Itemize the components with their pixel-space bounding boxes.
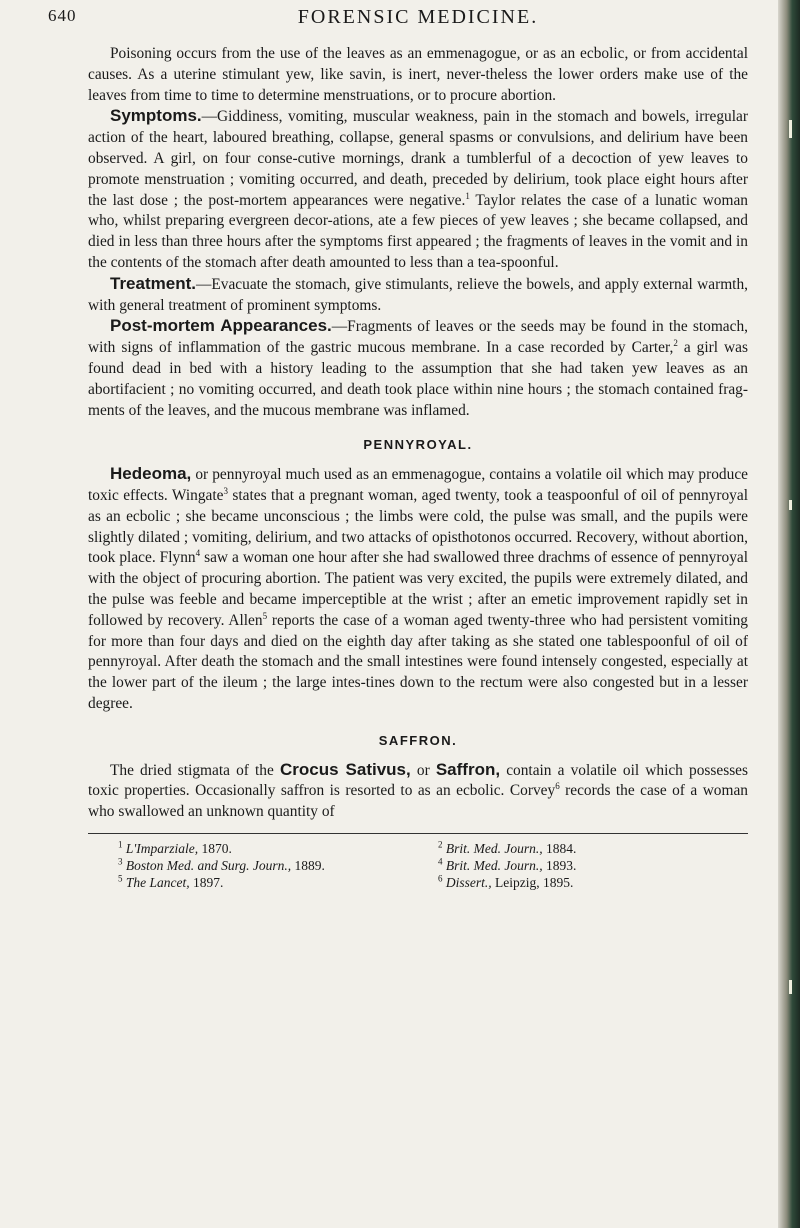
edge-highlight [789, 500, 792, 510]
treatment-heading: Treatment. [110, 273, 196, 293]
saffron-text-1: The dried stigmata of the [110, 761, 280, 779]
page-header [48, 6, 748, 32]
saffron-heading: Saffron, [435, 759, 501, 779]
footnote-year: Leipzig, 1895. [491, 874, 574, 890]
running-title: FORENSIC MEDICINE. [297, 6, 539, 28]
saffron-text-4: records the case of a woman who swallowed an unknown quantity of [88, 782, 748, 821]
footnote-number: 2 [438, 839, 443, 850]
edge-highlight [789, 980, 792, 994]
book-binding-edge [778, 0, 800, 1228]
saffron-text-3: contain a volatile oil which possesses toxic properties. Occasionally saffron is resorted to as an ecbolic. Corvey [88, 761, 748, 800]
footnote-3 [118, 857, 428, 874]
footnote-4 [438, 857, 748, 874]
footnote-year: 1897. [189, 874, 224, 890]
postmortem-text-1: —Fragments of leaves or the seeds may be found in the stomach, with signs of inflammation of the gastric mucous membrane. In a case recorded by Carter, [88, 318, 749, 357]
treatment-text: —Evacuate the stomach, give stimulants, relieve the bowels, and apply external warmth, with general treatment of prominent symptoms. [88, 275, 748, 314]
footnote-ref-5: 5 [262, 610, 268, 621]
footnote-source: Brit. Med. Journ., [445, 840, 543, 856]
pennyroyal-text-3: saw a woman one hour after she had swallowed three drachms of essence of pennyroyal with the object of procuring abortion. The patient was very excited, the pupils were extremely dilated, and the pulse was feeble and became imperceptible at the wrist ; after an emetic improvement rapidly set in followed by recovery. Allen [88, 549, 749, 629]
symptoms-text-1: —Giddiness, vomiting, muscular weakness, pain in the stomach and bowels, irregular action of the heart, laboured breathing, collapse, general spasms or convulsions, and delirium have been observed. A girl, on four conse-cutive mornings, drank a tumblerful of a decoction of yew leaves to promote menstruation ; vomiting occurred, and death, preceded by delirium, took place eight hours after the last dose ; the post-mortem appearances were negative. [88, 108, 748, 209]
footnote-number: 3 [118, 856, 123, 867]
footnote-source: Dissert., [445, 874, 492, 890]
footnote-source: The Lancet, [125, 874, 190, 890]
footnote-year: 1889. [291, 857, 325, 873]
footnotes [88, 840, 748, 891]
footnote-year: 1893. [542, 857, 577, 873]
pennyroyal-text-1: or pennyroyal much used as an emmenagogue, contains a volatile oil which may produce toxic effects. Wingate [88, 466, 748, 504]
footnote-ref-4: 4 [195, 548, 201, 559]
pennyroyal-paragraph [88, 464, 748, 715]
footnote-ref-6: 6 [555, 781, 560, 792]
hedeoma-heading: Hedeoma, [110, 464, 192, 484]
postmortem-text-2: a girl was found dead in bed with a history leading to the assumption that she had taken yew leaves as an abortifacient ; no vomiting occurred, and death took place within nine hours ; the stomach contained frag-ments of the leaves, and the mucous membrane was inflamed. [88, 339, 748, 419]
symptoms-text-2: Taylor relates the case of a lunatic woman who, whilst preparing evergreen decor-ations, ate a few pieces of yew leaves ; she became collapsed, and died in less than three hours after the symptoms first appeared ; the fragments of leaves in the vomit and in the contents of the stomach after death amounted to less than a tea-spoonful. [88, 191, 748, 271]
saffron-section-title: SAFFRON. [378, 732, 458, 748]
pennyroyal-text-4: reports the case of a woman aged twenty-three who had persistent vomiting for more than four days and died on the eighth day after taking as she stated one tablespoonful of oil of pennyroyal. After death the stomach and the small intestines were found intensely congested, especially at the lower part of the ileum ; the large intes-tines down to the rectum were also congested but in a lesser degree. [88, 611, 748, 712]
edge-highlight [789, 120, 792, 138]
footnote-year: 1870. [198, 840, 232, 856]
yew-intro-paragraph: Poisoning occurs from the use of the leaves as an emmenagogue, or as an ecbolic, or from accidental causes. As a uterine stimulant yew, like savin, is inert, never-theless the lower orders make use of the leaves from time to time to determine menstruations, or to procure abortion. [88, 45, 748, 104]
footnote-number: 5 [118, 873, 123, 884]
postmortem-paragraph [88, 316, 748, 421]
treatment-paragraph [88, 274, 748, 317]
footnote-5 [118, 874, 428, 891]
footnote-year: 1884. [542, 840, 577, 856]
footnote-number: 1 [118, 839, 123, 850]
footnote-divider [88, 833, 748, 834]
page-body [88, 44, 748, 891]
footnote-ref-2: 2 [673, 338, 678, 349]
footnote-ref-1: 1 [465, 190, 470, 201]
postmortem-heading: Post-mortem Appearances. [110, 316, 332, 336]
crocus-heading: Crocus Sativus, [279, 759, 411, 779]
pennyroyal-section-title: PENNYROYAL. [363, 437, 473, 453]
pennyroyal-text-2: states that a pregnant woman, aged twenty, took a teaspoonful of oil of pennyroyal as an ecbolic ; she became unconscious ; the limbs were cold, the pulse was small, and the pupils were slightly dilated ; vomiting, delirium, and two attacks of opisthotonos occurred. Recovery, without abortion, took place. Flynn [88, 486, 748, 567]
footnote-ref-3: 3 [223, 485, 228, 496]
footnote-number: 6 [438, 873, 443, 884]
footnote-6 [438, 874, 748, 891]
footnote-1 [118, 840, 428, 857]
footnote-2 [438, 840, 748, 857]
symptoms-heading: Symptoms. [110, 106, 202, 126]
symptoms-paragraph [88, 106, 748, 273]
saffron-paragraph [88, 760, 748, 823]
footnote-number: 4 [438, 856, 443, 867]
saffron-text-2: or [410, 761, 436, 779]
footnote-source: L'Imparziale, [125, 840, 199, 856]
page-number: 640 [48, 6, 77, 25]
footnote-source: Brit. Med. Journ., [445, 857, 543, 873]
footnote-source: Boston Med. and Surg. Journ., [125, 857, 292, 873]
